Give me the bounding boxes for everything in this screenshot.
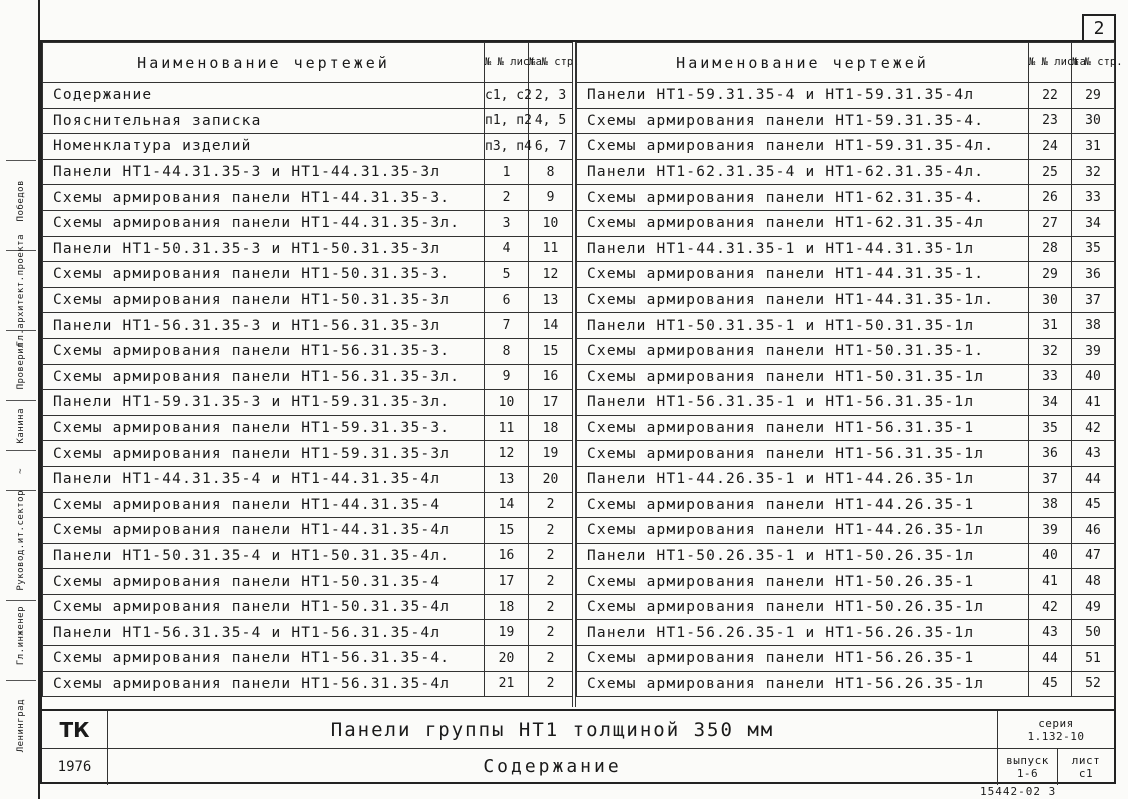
- drawing-name: Схемы армирования панели НТ1-59.31.35-3.: [43, 415, 485, 441]
- table-row: [577, 83, 1115, 109]
- sheet-number: 25: [1029, 159, 1072, 185]
- drawing-name: Панели НТ1-50.31.35-3 и НТ1-50.31.35-3л: [43, 236, 485, 262]
- page-number-cell: 8: [529, 159, 573, 185]
- page-number-cell: 2: [529, 518, 573, 544]
- drawing-name: Схемы армирования панели НТ1-56.31.35-1л: [577, 441, 1029, 467]
- sheet-number: 27: [1029, 210, 1072, 236]
- page-number-cell: 18: [529, 415, 573, 441]
- sheet-number: 19: [485, 620, 529, 646]
- table-row: [43, 390, 573, 416]
- table-row: [43, 134, 573, 160]
- drawing-name: Панели НТ1-56.31.35-4 и НТ1-56.31.35-4л: [43, 620, 485, 646]
- sheet-number: 45: [1029, 671, 1072, 697]
- table-row: [577, 185, 1115, 211]
- tb-divider: [42, 748, 108, 749]
- sheet-number: 30: [1029, 287, 1072, 313]
- page-number-cell: 12: [529, 262, 573, 288]
- table-row: [43, 159, 573, 185]
- table-row: [43, 313, 573, 339]
- header-name: Наименование чертежей: [577, 43, 1029, 83]
- drawing-name: Схемы армирования панели НТ1-44.31.35-4л: [43, 518, 485, 544]
- drawing-name: Панели НТ1-56.31.35-3 и НТ1-56.31.35-3л: [43, 313, 485, 339]
- drawing-name: Схемы армирования панели НТ1-56.26.35-1: [577, 646, 1029, 672]
- table-row: [577, 518, 1115, 544]
- page-number-cell: 34: [1072, 210, 1115, 236]
- page-number-cell: 15: [529, 338, 573, 364]
- sheet-number: 14: [485, 492, 529, 518]
- page-number-cell: 41: [1072, 390, 1115, 416]
- drawing-name: Схемы армирования панели НТ1-56.26.35-1л: [577, 671, 1029, 697]
- drawing-name: Схемы армирования панели НТ1-50.31.35-1.: [577, 338, 1029, 364]
- table-row: [43, 262, 573, 288]
- sheet-number: 1: [485, 159, 529, 185]
- drawing-name: Схемы армирования панели НТ1-56.31.35-1: [577, 415, 1029, 441]
- strip-signature: ~: [6, 450, 36, 490]
- page-number-cell: 50: [1072, 620, 1115, 646]
- drawing-name: Схемы армирования панели НТ1-44.26.35-1л: [577, 518, 1029, 544]
- sheet-number: 22: [1029, 83, 1072, 109]
- contents-table-left: [42, 42, 580, 697]
- sheet-number: 9: [485, 364, 529, 390]
- drawing-name: Схемы армирования панели НТ1-56.31.35-4л: [43, 671, 485, 697]
- drawing-name: Схемы армирования панели НТ1-50.26.35-1л: [577, 594, 1029, 620]
- sheet-number: 6: [485, 287, 529, 313]
- sheet-number: п3, п4: [485, 134, 529, 160]
- sheet-number: 24: [1029, 134, 1072, 160]
- table-row: [43, 441, 573, 467]
- sheet-number: 44: [1029, 646, 1072, 672]
- page-number-cell: 47: [1072, 543, 1115, 569]
- drawing-name: Схемы армирования панели НТ1-56.31.35-3л.: [43, 364, 485, 390]
- sheet-number: 26: [1029, 185, 1072, 211]
- contents-table-right: [576, 42, 1123, 697]
- drawing-name: Панели НТ1-56.26.35-1 и НТ1-56.26.35-1л: [577, 620, 1029, 646]
- sheet-number: 10: [485, 390, 529, 416]
- drawing-name: Схемы армирования панели НТ1-50.31.35-3л: [43, 287, 485, 313]
- header-name: Наименование чертежей: [43, 43, 485, 83]
- sheet-number: 8: [485, 338, 529, 364]
- issue-cell: выпуск 1-6: [998, 748, 1058, 785]
- drawing-name: Схемы армирования панели НТ1-56.31.35-4.: [43, 646, 485, 672]
- sheet-number: 18: [485, 594, 529, 620]
- table-row: [43, 466, 573, 492]
- drawing-name: Панели НТ1-62.31.35-4 и НТ1-62.31.35-4л.: [577, 159, 1029, 185]
- drawing-name: Панели НТ1-50.31.35-1 и НТ1-50.31.35-1л: [577, 313, 1029, 339]
- sheet-number: 42: [1029, 594, 1072, 620]
- drawing-name: Панели НТ1-50.26.35-1 и НТ1-50.26.35-1л: [577, 543, 1029, 569]
- drawing-name: Панели НТ1-59.31.35-4 и НТ1-59.31.35-4л: [577, 83, 1029, 109]
- strip-name-2: Канина: [6, 400, 36, 450]
- drawing-name: Содержание: [43, 83, 485, 109]
- table-row: [43, 287, 573, 313]
- table-row: [43, 569, 573, 595]
- sheet-number: 7: [485, 313, 529, 339]
- table-row: [577, 569, 1115, 595]
- strip-name-1: Победов: [6, 160, 36, 240]
- page-number-cell: 51: [1072, 646, 1115, 672]
- sheet-number: 5: [485, 262, 529, 288]
- drawing-name: Схемы армирования панели НТ1-59.31.35-3л: [43, 441, 485, 467]
- table-row: [577, 313, 1115, 339]
- drawing-name: Схемы армирования панели НТ1-44.31.35-3.: [43, 185, 485, 211]
- page-number-cell: 49: [1072, 594, 1115, 620]
- page-number-cell: 48: [1072, 569, 1115, 595]
- strip-role-5: Руковод.ит.сектор: [6, 490, 36, 590]
- table-row: [43, 518, 573, 544]
- table-row: [43, 646, 573, 672]
- page-number-cell: 2: [529, 646, 573, 672]
- table-header-row: [43, 43, 573, 83]
- sheet-number: 35: [1029, 415, 1072, 441]
- table-row: [577, 543, 1115, 569]
- sheet-number: 20: [485, 646, 529, 672]
- sheet-number: 23: [1029, 108, 1072, 134]
- drawing-name: Схемы армирования панели НТ1-44.26.35-1: [577, 492, 1029, 518]
- table-row: [577, 134, 1115, 160]
- table-row: [577, 466, 1115, 492]
- drawing-name: Схемы армирования панели НТ1-44.31.35-1л.: [577, 287, 1029, 313]
- page-number-cell: 45: [1072, 492, 1115, 518]
- org-code: ТК: [42, 711, 108, 748]
- sheet-number: 4: [485, 236, 529, 262]
- header-sheet: № № листа: [1029, 43, 1072, 83]
- page-number-cell: 14: [529, 313, 573, 339]
- table-header-row: [577, 43, 1115, 83]
- drawing-name: Схемы армирования панели НТ1-59.31.35-4.: [577, 108, 1029, 134]
- strip-role-1: Гл.инженер: [6, 600, 36, 670]
- sheet-number: п1, п2: [485, 108, 529, 134]
- drawing-name: Панели НТ1-59.31.35-3 и НТ1-59.31.35-3л.: [43, 390, 485, 416]
- sheet-number: 38: [1029, 492, 1072, 518]
- sheet-number: 36: [1029, 441, 1072, 467]
- table-row: [43, 492, 573, 518]
- table-row: [43, 620, 573, 646]
- strip-role-2: Гл.архитект.проекта: [6, 250, 36, 330]
- signature-strip: [0, 0, 40, 799]
- sheet-number: 28: [1029, 236, 1072, 262]
- table-row: [577, 415, 1115, 441]
- table-row: [43, 364, 573, 390]
- page-number-cell: 17: [529, 390, 573, 416]
- table-row: [577, 646, 1115, 672]
- page-number-cell: 37: [1072, 287, 1115, 313]
- page-number: 2: [1082, 14, 1116, 42]
- sheet-number: 11: [485, 415, 529, 441]
- drawing-name: Схемы армирования панели НТ1-50.31.35-1л: [577, 364, 1029, 390]
- sheet-number: 43: [1029, 620, 1072, 646]
- table-row: [43, 185, 573, 211]
- table-row: [43, 108, 573, 134]
- page-number-cell: 36: [1072, 262, 1115, 288]
- page-number-cell: 38: [1072, 313, 1115, 339]
- table-row: [577, 364, 1115, 390]
- page-number-cell: 30: [1072, 108, 1115, 134]
- table-row: [577, 210, 1115, 236]
- page-number-cell: 42: [1072, 415, 1115, 441]
- table-row: [43, 594, 573, 620]
- table-row: [43, 83, 573, 109]
- document-title: Панели группы НТ1 толщиной 350 мм: [108, 711, 998, 748]
- strip-role-3: Проверил: [6, 330, 36, 400]
- drawing-name: Номенклатура изделий: [43, 134, 485, 160]
- series-cell: серия 1.132-10: [1027, 716, 1085, 743]
- sheet-number: 15: [485, 518, 529, 544]
- drawing-name: Пояснительная записка: [43, 108, 485, 134]
- sheet-number: 33: [1029, 364, 1072, 390]
- table-row: [577, 108, 1115, 134]
- drawing-name: Схемы армирования панели НТ1-44.31.35-1.: [577, 262, 1029, 288]
- page-number-cell: 35: [1072, 236, 1115, 262]
- sheet-number: 41: [1029, 569, 1072, 595]
- page-number-cell: 11: [529, 236, 573, 262]
- table-row: [43, 415, 573, 441]
- drawing-name: Схемы армирования панели НТ1-44.31.35-3л.: [43, 210, 485, 236]
- drawing-name: Панели НТ1-56.31.35-1 и НТ1-56.31.35-1л: [577, 390, 1029, 416]
- header-sheet: № № листа: [485, 43, 529, 83]
- page-number-cell: 43: [1072, 441, 1115, 467]
- sheet-number: 39: [1029, 518, 1072, 544]
- page-number-cell: 33: [1072, 185, 1115, 211]
- archive-code: 15442-02 3: [980, 785, 1057, 798]
- page-number-cell: 2: [529, 569, 573, 595]
- sheet-number: 17: [485, 569, 529, 595]
- table-row: [43, 210, 573, 236]
- sheet-cell: лист с1: [1071, 753, 1101, 780]
- sheet-number: 21: [485, 671, 529, 697]
- sheet-number: 31: [1029, 313, 1072, 339]
- sheet-number: 40: [1029, 543, 1072, 569]
- drawing-name: Схемы армирования панели НТ1-44.31.35-4: [43, 492, 485, 518]
- year-cell: 1976: [42, 748, 108, 785]
- drawing-name: Панели НТ1-50.31.35-4 и НТ1-50.31.35-4л.: [43, 543, 485, 569]
- page-number-cell: 2: [529, 671, 573, 697]
- page-number-cell: 16: [529, 364, 573, 390]
- page-number-cell: 20: [529, 466, 573, 492]
- page-number-cell: 31: [1072, 134, 1115, 160]
- sheet-number: 16: [485, 543, 529, 569]
- drawing-name: Схемы армирования панели НТ1-62.31.35-4.: [577, 185, 1029, 211]
- table-row: [43, 236, 573, 262]
- page-number-cell: 19: [529, 441, 573, 467]
- table-row: [43, 671, 573, 697]
- page-number-cell: 39: [1072, 338, 1115, 364]
- drawing-name: Схемы армирования панели НТ1-50.31.35-4: [43, 569, 485, 595]
- page-number-cell: 13: [529, 287, 573, 313]
- page-number-cell: 40: [1072, 364, 1115, 390]
- drawing-name: Схемы армирования панели НТ1-59.31.35-4л.: [577, 134, 1029, 160]
- table-row: [577, 338, 1115, 364]
- table-row: [577, 287, 1115, 313]
- sheet-number: 12: [485, 441, 529, 467]
- sheet-number: 37: [1029, 466, 1072, 492]
- sheet-number: 29: [1029, 262, 1072, 288]
- page-number-cell: 2: [529, 594, 573, 620]
- page-number-cell: 9: [529, 185, 573, 211]
- page-number-cell: 4, 5: [529, 108, 573, 134]
- header-page: № № стр.: [529, 43, 573, 83]
- page-number-cell: 2, 3: [529, 83, 573, 109]
- table-row: [577, 492, 1115, 518]
- document-subtitle: Содержание: [108, 748, 998, 785]
- table-row: [43, 338, 573, 364]
- page-number-cell: 46: [1072, 518, 1115, 544]
- drawing-name: Панели НТ1-44.31.35-1 и НТ1-44.31.35-1л: [577, 236, 1029, 262]
- header-page: № № стр.: [1072, 43, 1115, 83]
- page-number-cell: 10: [529, 210, 573, 236]
- table-row: [577, 159, 1115, 185]
- page-number-cell: 52: [1072, 671, 1115, 697]
- table-row: [577, 390, 1115, 416]
- drawing-name: Панели НТ1-44.26.35-1 и НТ1-44.26.35-1л: [577, 466, 1029, 492]
- table-row: [577, 620, 1115, 646]
- drawing-name: Схемы армирования панели НТ1-50.26.35-1: [577, 569, 1029, 595]
- drawing-name: Схемы армирования панели НТ1-50.31.35-4л: [43, 594, 485, 620]
- table-row: [577, 262, 1115, 288]
- table-row: [43, 543, 573, 569]
- page-number-cell: 29: [1072, 83, 1115, 109]
- page-number-cell: 2: [529, 492, 573, 518]
- drawing-name: Схемы армирования панели НТ1-56.31.35-3.: [43, 338, 485, 364]
- strip-city: Ленинград: [6, 680, 36, 770]
- page-number-cell: 32: [1072, 159, 1115, 185]
- sheet-number: 13: [485, 466, 529, 492]
- page-number-cell: 2: [529, 543, 573, 569]
- drawing-name: Схемы армирования панели НТ1-62.31.35-4л: [577, 210, 1029, 236]
- table-row: [577, 671, 1115, 697]
- sheet-number: 3: [485, 210, 529, 236]
- table-row: [577, 441, 1115, 467]
- page-number-cell: 2: [529, 620, 573, 646]
- table-row: [577, 594, 1115, 620]
- page-number-cell: 6, 7: [529, 134, 573, 160]
- page-number-cell: 44: [1072, 466, 1115, 492]
- table-row: [577, 236, 1115, 262]
- drawing-name: Панели НТ1-44.31.35-4 и НТ1-44.31.35-4л: [43, 466, 485, 492]
- sheet-number: 2: [485, 185, 529, 211]
- sheet-number: 32: [1029, 338, 1072, 364]
- sheet-number: с1, с2: [485, 83, 529, 109]
- sheet-number: 34: [1029, 390, 1072, 416]
- drawing-name: Схемы армирования панели НТ1-50.31.35-3.: [43, 262, 485, 288]
- title-block: [42, 709, 1114, 783]
- drawing-name: Панели НТ1-44.31.35-3 и НТ1-44.31.35-3л: [43, 159, 485, 185]
